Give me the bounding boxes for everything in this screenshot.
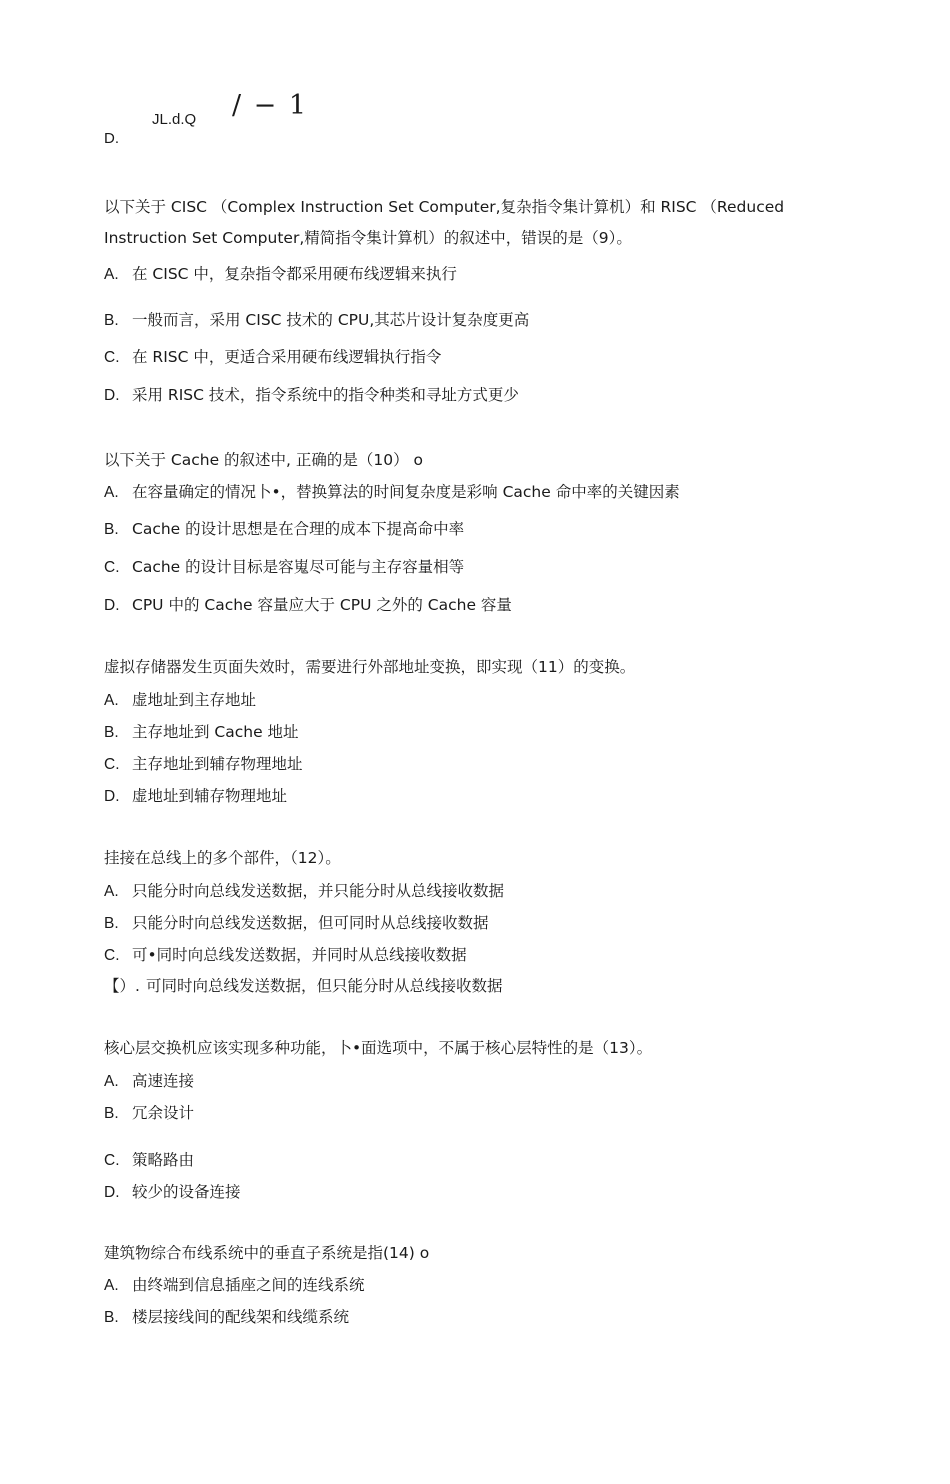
option-c: C. Cache 的设计目标是容嵬尽可能与主存容量相等 [104,558,465,576]
option-a: A. 由终端到信息插座之间的连线系统 [104,1276,365,1294]
option-a: A. 只能分时向总线发送数据，并只能分时从总线接收数据 [104,882,505,900]
option-d: D. CPU 中的 Cache 容量应大于 CPU 之外的 Cache 容量 [104,596,512,614]
question-stem: 以下关于 CISC （Complex Instruction Set Computer,复杂指令集计算机）和 RISC （Reduced Instruction Set Computer,精简指令集计算机）的叙述中，错误的是（9）。 [104,198,785,247]
question-13 [104,1033,834,1201]
question-14 [104,1238,834,1326]
fragment-math: / − 1 [232,90,309,121]
option-b: B. 一般而言，采用 CISC 技术的 CPU,其芯片设计复杂度更高 [104,311,530,329]
fragment-option-letter: D. [104,130,119,147]
question-9 [104,192,834,404]
question-stem: 建筑物综合布线系统中的垂直子系统是指(14) o [104,1244,430,1262]
option-b: B. 主存地址到 Cache 地址 [104,723,299,741]
option-d: D. 采用 RISC 技术，指令系统中的指令种类和寻址方式更少 [104,386,519,404]
question-stem: 核心层交换机应该实现多种功能，卜•面选项中，不属于核心层特性的是（13）。 [104,1039,653,1057]
option-d: 【）. 可同时向总线发送数据，但只能分时从总线接收数据 [104,977,503,995]
option-c: C. 可•同时向总线发送数据，并同时从总线接收数据 [104,946,467,964]
option-c: C. 策略路由 [104,1151,195,1169]
option-d: D. 虚地址到辅存物理地址 [104,787,288,805]
option-d: D. 较少的设备连接 [104,1183,241,1201]
question-stem: 以下关于 Cache 的叙述中, 正确的是（10） o [104,451,424,469]
question-11 [104,652,834,805]
option-c: C. 在 RISC 中，更适合采用硬布线逻辑执行指令 [104,348,442,366]
option-b: B. 冗余设计 [104,1104,195,1122]
question-stem: 虚拟存储器发生页面失效时，需要进行外部地址变换，即实现（11）的变换。 [104,658,636,676]
option-b: B. 只能分时向总线发送数据，但可同时从总线接收数据 [104,914,489,932]
option-a: A. 在容量确定的情况卜•，替换算法的时间复杂度是彩响 Cache 命中率的关键因素 [104,483,680,501]
option-a: A. 虚地址到主存地址 [104,691,257,709]
question-10 [104,445,834,614]
option-a: A. 高速连接 [104,1072,195,1090]
question-stem: 挂接在总线上的多个部件，（12）。 [104,849,341,867]
option-b: B. Cache 的设计思想是在合理的成本下提高命中率 [104,520,465,538]
option-b: B. 楼层接线间的配线架和线缆系统 [104,1308,350,1326]
option-c: C. 主存地址到辅存物理地址 [104,755,303,773]
option-a: A. 在 CISC 中，复杂指令都采用硬布线逻辑来执行 [104,265,457,283]
fragment-text: JL.d.Q [152,111,197,128]
question-12 [104,843,834,995]
